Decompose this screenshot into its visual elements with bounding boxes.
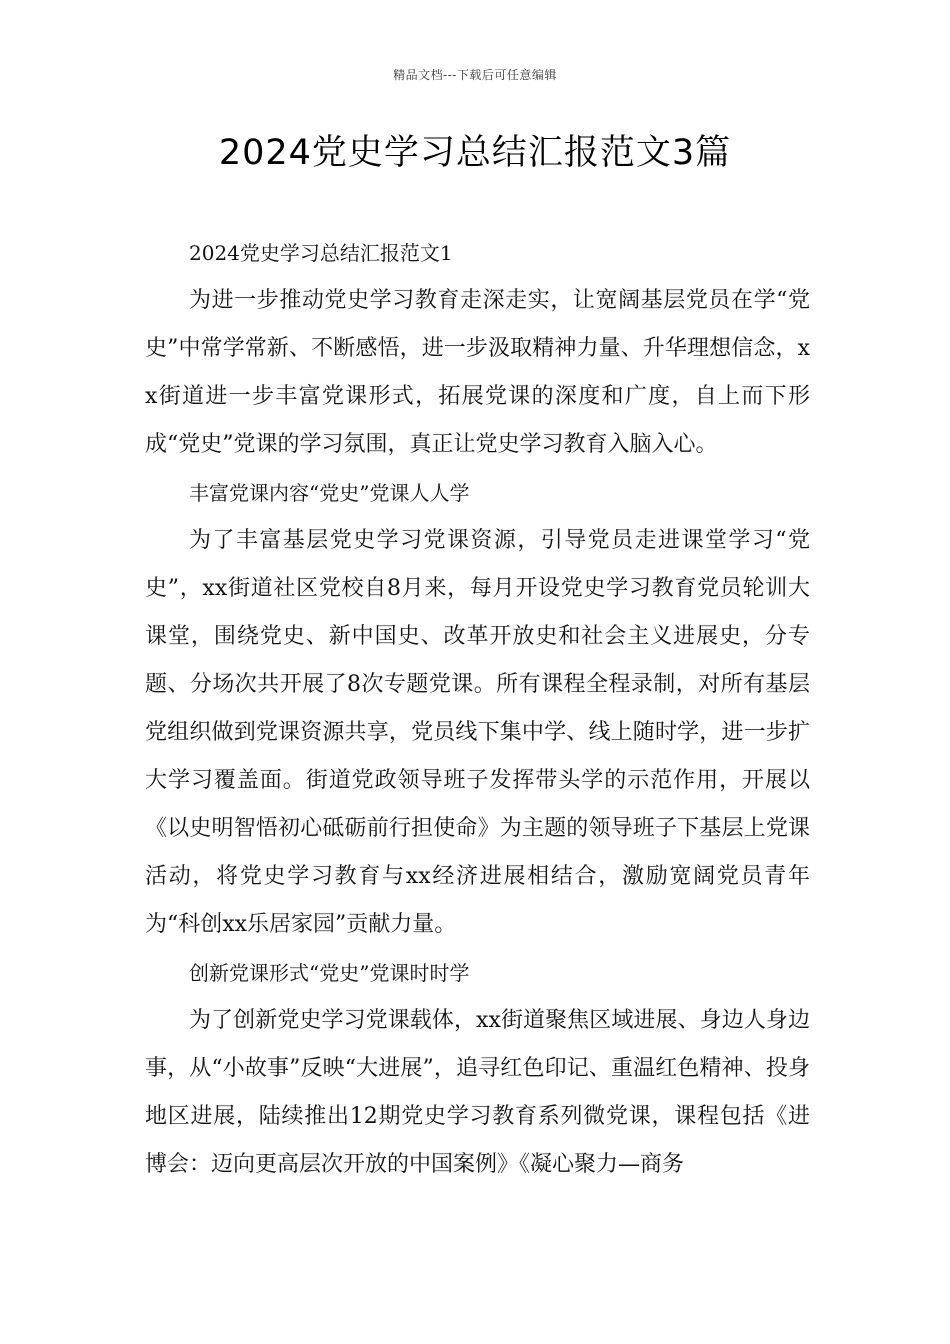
subsection-heading: 创新党课形式“党史”党课时时学 xyxy=(189,961,470,985)
document-title: 2024党史学习总结汇报范文3篇 xyxy=(218,133,732,173)
body-paragraph: 为进一步推动党史学习教育走深走实，让宽阔基层党员在学“党史”中常学常新、不断感悟，进一步汲取精神力量、升华理想信念，xx街道进一步丰富党课形式，拓展党课的深度和广度，自上而下形成“党史”党课的学习氛围，真正让党史学习教育入脑入心。 xyxy=(145,288,810,457)
body-paragraph: 为了创新党史学习党课载体，xx街道聚焦区域进展、身边人身边事，从“小故事”反映“大进展”，追寻红色印记、重温红色精神、投身地区进展，陆续推出12期党史学习教育系列微党课，课程包括《进博会：迈向更高层次开放的中国案例》《凝心聚力—商务 xyxy=(145,1008,810,1177)
section-heading: 2024党史学习总结汇报范文1 xyxy=(189,241,453,265)
subsection-heading: 丰富党课内容“党史”党课人人学 xyxy=(189,481,470,505)
document-body xyxy=(145,229,810,1189)
header-note: 精品文档---下载后可任意编辑 xyxy=(393,68,557,82)
body-paragraph: 为了丰富基层党史学习党课资源，引导党员走进课堂学习“党史”，xx街道社区党校自8月来，每月开设党史学习教育党员轮训大课堂，围绕党史、新中国史、改革开放史和社会主义进展史，分专题、分场次共开展了8次专题党课。所有课程全程录制，对所有基层党组织做到党课资源共享，党员线下集中学、线上随时学，进一步扩大学习覆盖面。街道党政领导班子发挥带头学的示范作用，开展以《以史明智悟初心砥砺前行担使命》为主题的领导班子下基层上党课活动，将党史学习教育与xx经济进展相结合，激励宽阔党员青年为“科创xx乐居家园”贡献力量。 xyxy=(145,528,810,937)
